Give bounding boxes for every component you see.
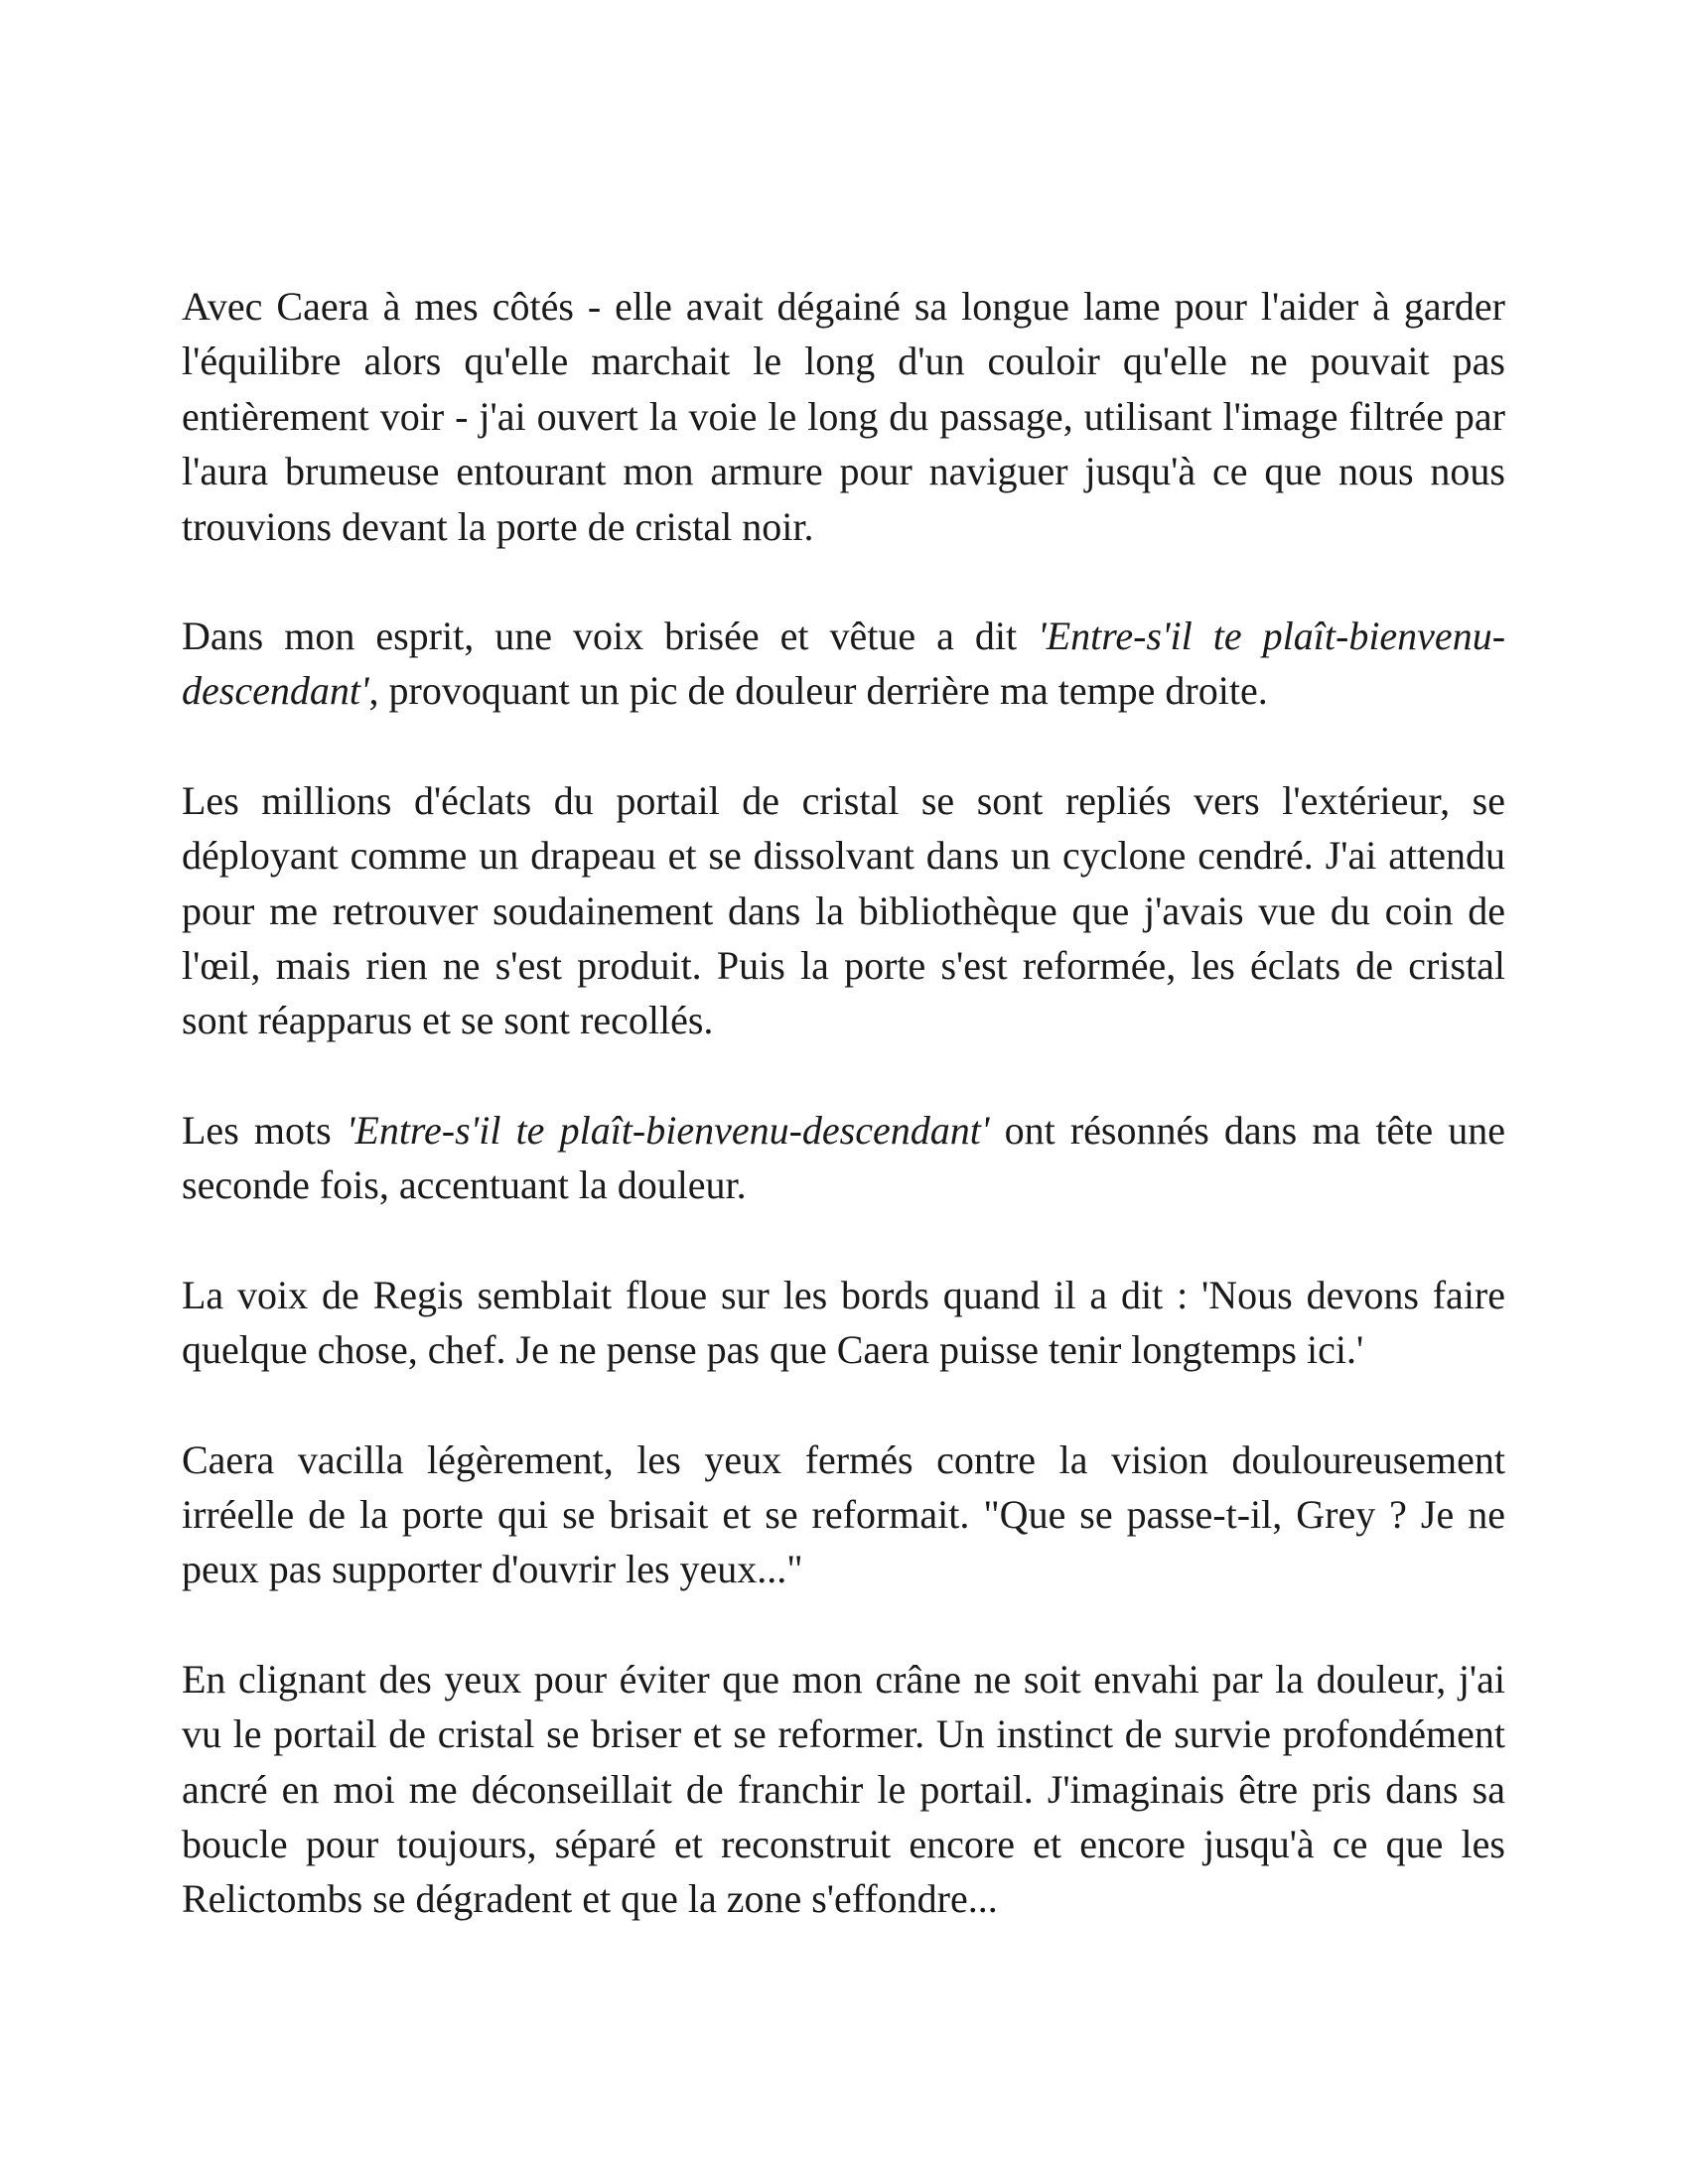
paragraph-4 (182, 1103, 1505, 1213)
paragraph-2 (182, 609, 1505, 719)
paragraph-7: En clignant des yeux pour éviter que mon crâne ne soit envahi par la douleur, j'ai vu le portail de cristal se briser et se reformer. Un instinct de survie profondément ancré en moi me déconseillait de franchir le portail. J'imaginais être pris dans sa boucle pour toujours, séparé et reconstruit encore et encore jusqu'à ce que les Relictombs se dégradent et que la zone s'effondre... (182, 1656, 1505, 1922)
paragraph-5: La voix de Regis semblait floue sur les bords quand il a dit : 'Nous devons faire quelque chose, chef. Je ne pense pas que Caera puisse tenir longtemps ici.' (182, 1272, 1505, 1373)
paragraph-2-tail: , provoquant un pic de douleur derrière ma tempe droite. (368, 668, 1268, 714)
body-text (182, 279, 1505, 1927)
paragraph-6: Caera vacilla légèrement, les yeux fermés contre la vision douloureusement irréelle de la porte qui se brisait et se reformait. "Que se passe-t-il, Grey ? Je ne peux pas supporter d'ouvrir les yeux..." (182, 1436, 1505, 1592)
paragraph-2-italic-quote: 'Entre-s'il te plaît-bienvenu-descendant' (182, 614, 1506, 714)
paragraph-4-tail: ont résonnés dans ma tête une seconde fois, accentuant la douleur. (182, 1107, 1506, 1208)
paragraph-2-lead: Dans mon esprit, une voix brisée et vêtue a dit (182, 614, 1039, 659)
paragraph-4-italic-quote: 'Entre-s'il te plaît-bienvenu-descendant' (346, 1107, 990, 1153)
paragraph-3: Les millions d'éclats du portail de cristal se sont repliés vers l'extérieur, se déployant comme un drapeau et se dissolvant dans un cyclone cendré. J'ai attendu pour me retrouver soudainement dans la bibliothèque que j'avais vue du coin de l'œil, mais rien ne s'est produit. Puis la porte s'est reformée, les éclats de cristal sont réapparus et se sont recollés. (182, 777, 1505, 1043)
paragraph-4-lead: Les mots (182, 1107, 347, 1153)
paragraph-1: Avec Caera à mes côtés - elle avait dégainé sa longue lame pour l'aider à garder l'équilibre alors qu'elle marchait le long d'un couloir qu'elle ne pouvait pas entièrement voir - j'ai ouvert la voie le long du passage, utilisant l'image filtrée par l'aura brumeuse entourant mon armure pour naviguer jusqu'à ce que nous nous trouvions devant la porte de cristal noir. (182, 284, 1505, 549)
